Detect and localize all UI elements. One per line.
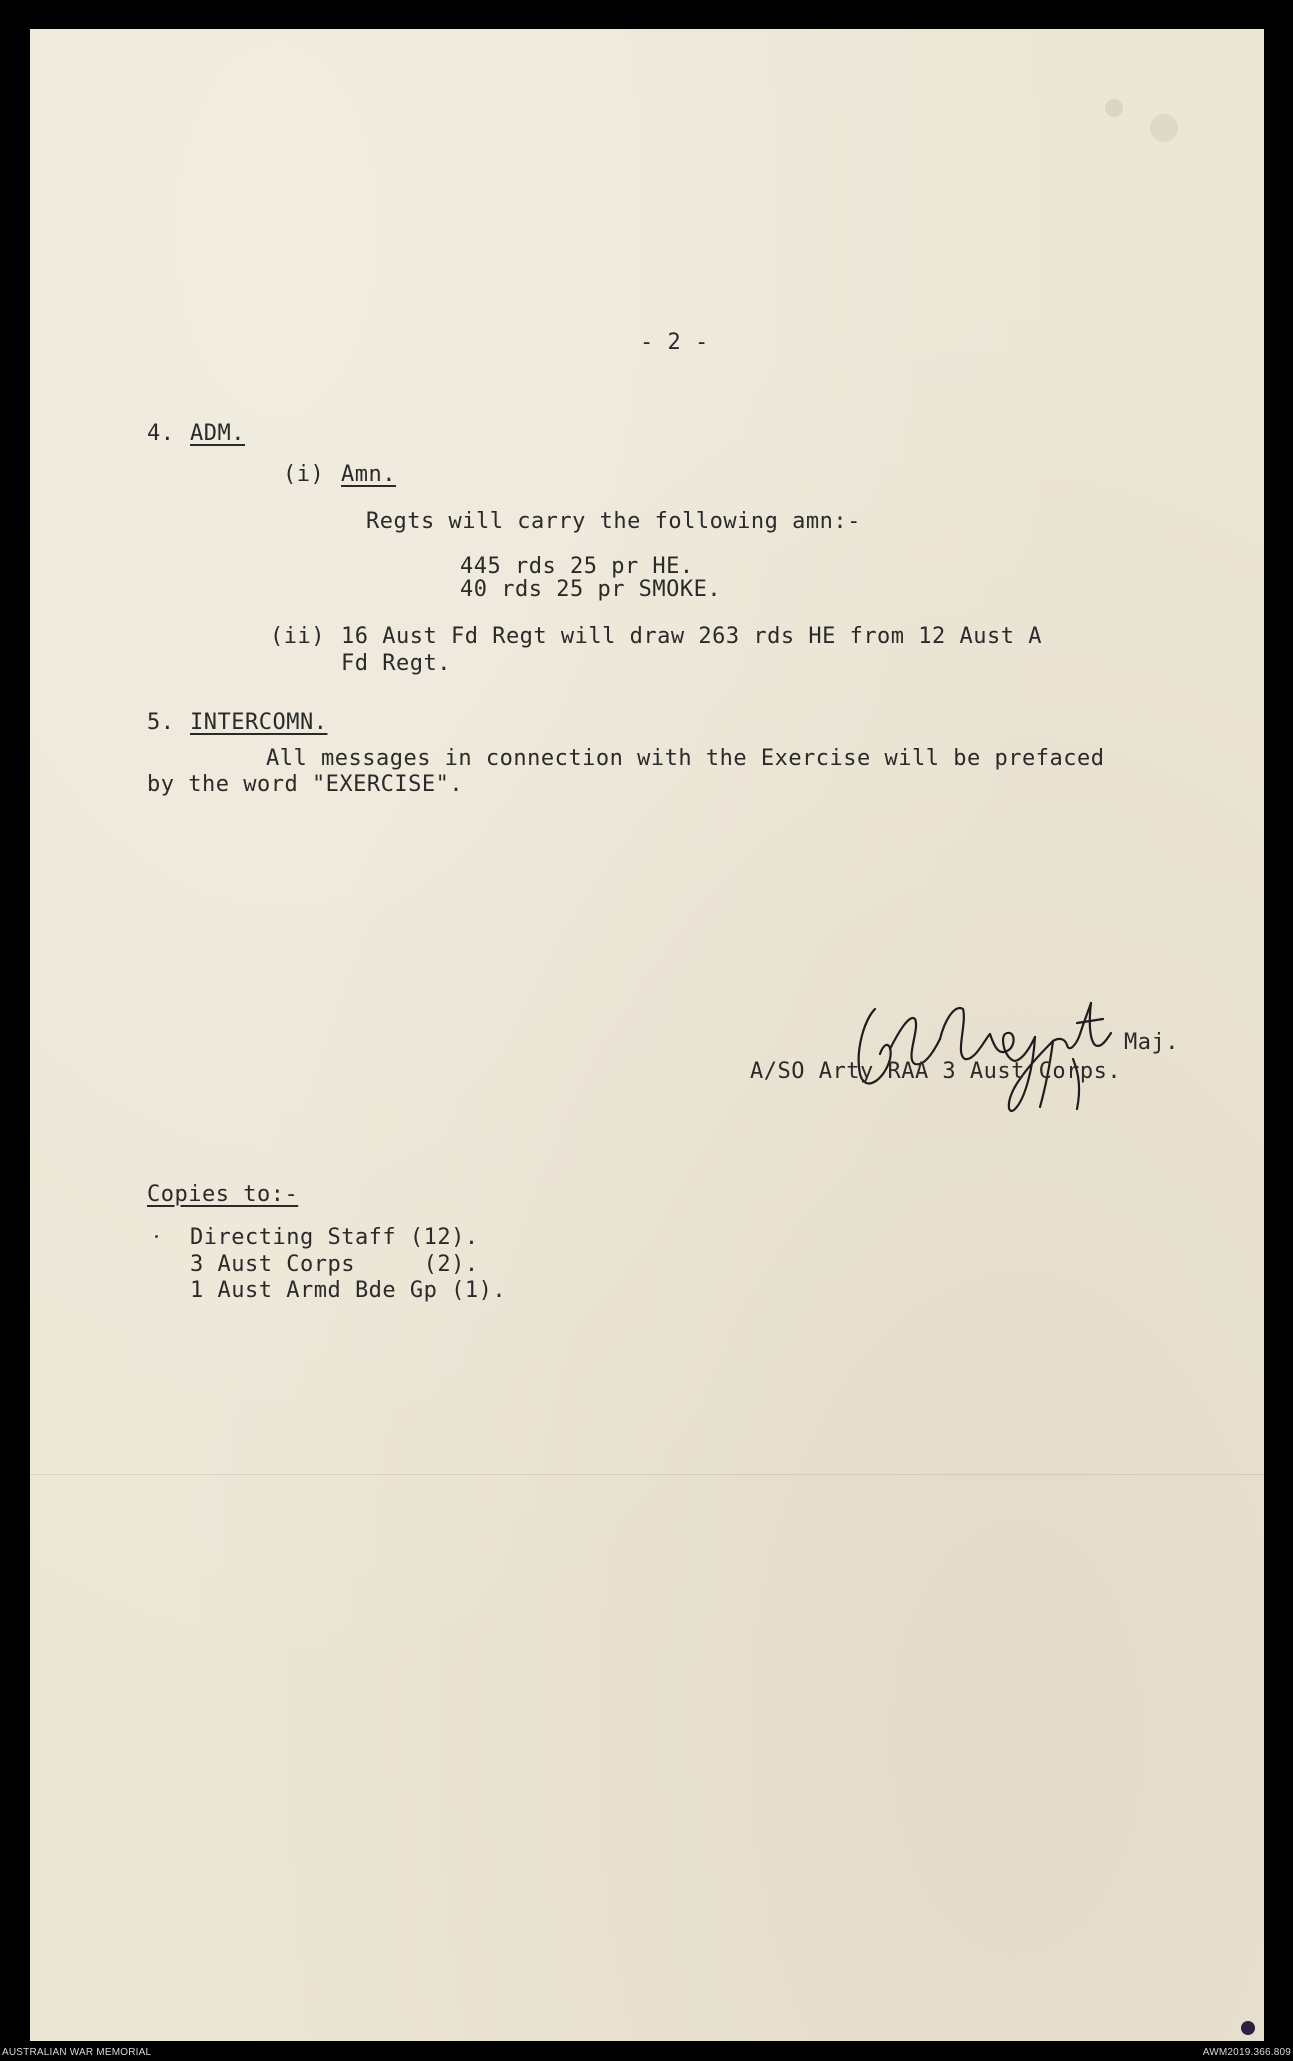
page-number: - 2 - [640, 330, 709, 355]
paper-stain [1105, 99, 1123, 117]
section-4-heading: ADM. [190, 421, 245, 446]
section-4-number: 4. [147, 421, 175, 446]
section-5-number: 5. [147, 710, 175, 735]
copies-heading: Copies to:- [147, 1182, 299, 1207]
intercomn-line-2: by the word "EXERCISE". [147, 772, 464, 797]
copy-list-bullet [155, 1235, 158, 1238]
ammunition-statement: Regts will carry the following amn:- [366, 509, 861, 534]
sub-i-heading: Amn. [341, 462, 396, 487]
sub-ii-label: (ii) [270, 624, 325, 649]
sub-ii-line-2: Fd Regt. [341, 651, 451, 676]
signatory-rank: Maj. [1124, 1030, 1179, 1055]
document-page [30, 29, 1264, 2041]
ammunition-item-smoke: 40 rds 25 pr SMOKE. [460, 577, 722, 602]
copy-item-directing-staff: Directing Staff (12). [190, 1225, 479, 1250]
paper-fold-line [30, 1474, 1264, 1475]
intercomn-line-1: All messages in connection with the Exercise will be prefaced [266, 746, 1105, 771]
sub-ii-line-1: 16 Aust Fd Regt will draw 263 rds HE from 12 Aust A [341, 624, 1043, 649]
copy-item-1-aust-armd-bde: 1 Aust Armd Bde Gp (1). [190, 1278, 507, 1303]
footer-accession-number: AWM2019.366.809 [1202, 2047, 1291, 2058]
footer-institution: AUSTRALIAN WAR MEMORIAL [2, 2047, 152, 2058]
ammunition-item-he: 445 rds 25 pr HE. [460, 554, 694, 579]
ink-spot [1241, 2021, 1255, 2035]
sub-i-label: (i) [283, 462, 325, 487]
handwritten-signature [845, 979, 1135, 1119]
section-5-heading: INTERCOMN. [190, 710, 328, 735]
paper-stain [1150, 114, 1178, 142]
copy-item-3-aust-corps: 3 Aust Corps (2). [190, 1252, 479, 1277]
signatory-appointment: A/SO Arty RAA 3 Aust Corps. [750, 1059, 1122, 1084]
